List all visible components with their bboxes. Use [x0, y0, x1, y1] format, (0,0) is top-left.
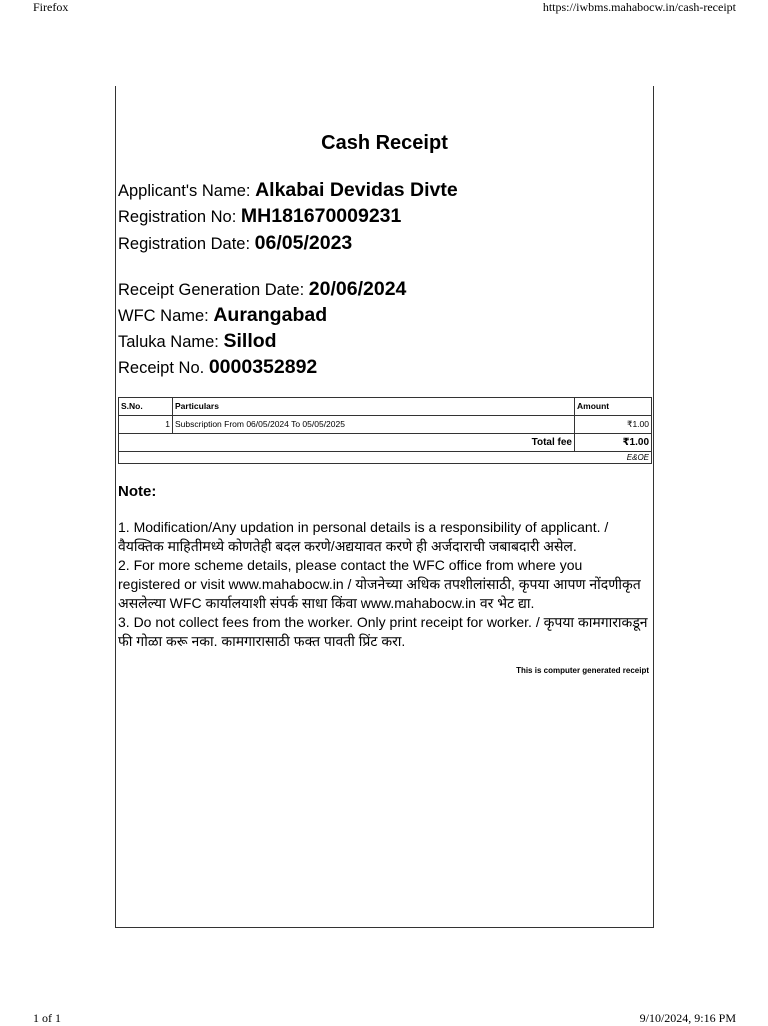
- row-amount: ₹1.00: [575, 416, 652, 434]
- row-particulars: Subscription From 06/05/2024 To 05/05/2025: [173, 416, 575, 434]
- note-item-3: 3. Do not collect fees from the worker. Only print receipt for worker. / कृपया कामगाराकडून फी गोळा करू नका. कामगारासाठी फक्त पावती प्रिंट करा.: [118, 614, 648, 649]
- applicant-name-value: Alkabai Devidas Divte: [255, 179, 458, 201]
- taluka-name-row: [118, 330, 277, 353]
- registration-date-value: 06/05/2023: [254, 232, 353, 254]
- page-url: https://iwbms.mahabocw.in/cash-receipt: [542, 0, 736, 14]
- notes-list: [118, 518, 648, 651]
- browser-title: Firefox: [33, 0, 69, 14]
- taluka-name-label: Taluka Name:: [118, 333, 219, 351]
- row-sno: 1: [119, 416, 173, 434]
- applicant-name-label: Applicant's Name:: [118, 182, 251, 200]
- table-row: [119, 416, 652, 434]
- receipt-generation-date-label: Receipt Generation Date:: [118, 281, 305, 299]
- registration-no-value: MH181670009231: [240, 205, 402, 227]
- note-item-1: 1. Modification/Any updation in personal details is a responsibility of applicant. / वैयक्तिक माहितीमध्ये कोणतेही बदल करणे/अद्ययावत करणे ही अर्जदाराची जबाबदारी असेल.: [118, 519, 609, 554]
- registration-no-row: [118, 205, 401, 228]
- eoe-row: [119, 452, 652, 464]
- receipt-generation-date-value: 20/06/2024: [308, 278, 407, 300]
- sno-header: S.No.: [119, 398, 173, 416]
- receipt-no-value: 0000352892: [208, 356, 318, 378]
- particulars-header: Particulars: [173, 398, 575, 416]
- computer-generated-note: This is computer generated receipt: [516, 666, 649, 675]
- registration-date-label: Registration Date:: [118, 235, 251, 253]
- print-datetime: 9/10/2024, 9:16 PM: [639, 1011, 736, 1025]
- total-row: [119, 434, 652, 452]
- receipt-no-label: Receipt No.: [118, 359, 205, 377]
- registration-date-row: [118, 232, 352, 255]
- fees-table: [118, 397, 652, 464]
- wfc-name-value: Aurangabad: [213, 304, 328, 326]
- applicant-name-row: [118, 179, 458, 202]
- receipt-generation-date-row: [118, 278, 406, 301]
- page-count: 1 of 1: [33, 1011, 61, 1025]
- amount-header: Amount: [575, 398, 652, 416]
- total-fee-label: Total fee: [119, 434, 575, 452]
- note-title: Note:: [118, 483, 157, 500]
- total-fee-value: ₹1.00: [575, 434, 652, 452]
- registration-no-label: Registration No:: [118, 208, 237, 226]
- wfc-name-label: WFC Name:: [118, 307, 209, 325]
- receipt-frame: [115, 86, 654, 928]
- receipt-no-row: [118, 356, 317, 379]
- note-item-2: 2. For more scheme details, please contact the WFC office from where you registered or visit www.mahabocw.in / योजनेच्या अधिक तपशीलांसाठी, कृपया आपण नोंदणीकृत असलेल्या WFC कार्यालयाशी संपर्क साधा किंवा www.mahabocw.in वर भेट द्या.: [118, 557, 641, 611]
- taluka-name-value: Sillod: [223, 330, 277, 352]
- receipt-title: Cash Receipt: [321, 132, 448, 154]
- eoe-text: E&OE: [119, 452, 652, 464]
- wfc-name-row: [118, 304, 327, 327]
- table-header-row: [119, 398, 652, 416]
